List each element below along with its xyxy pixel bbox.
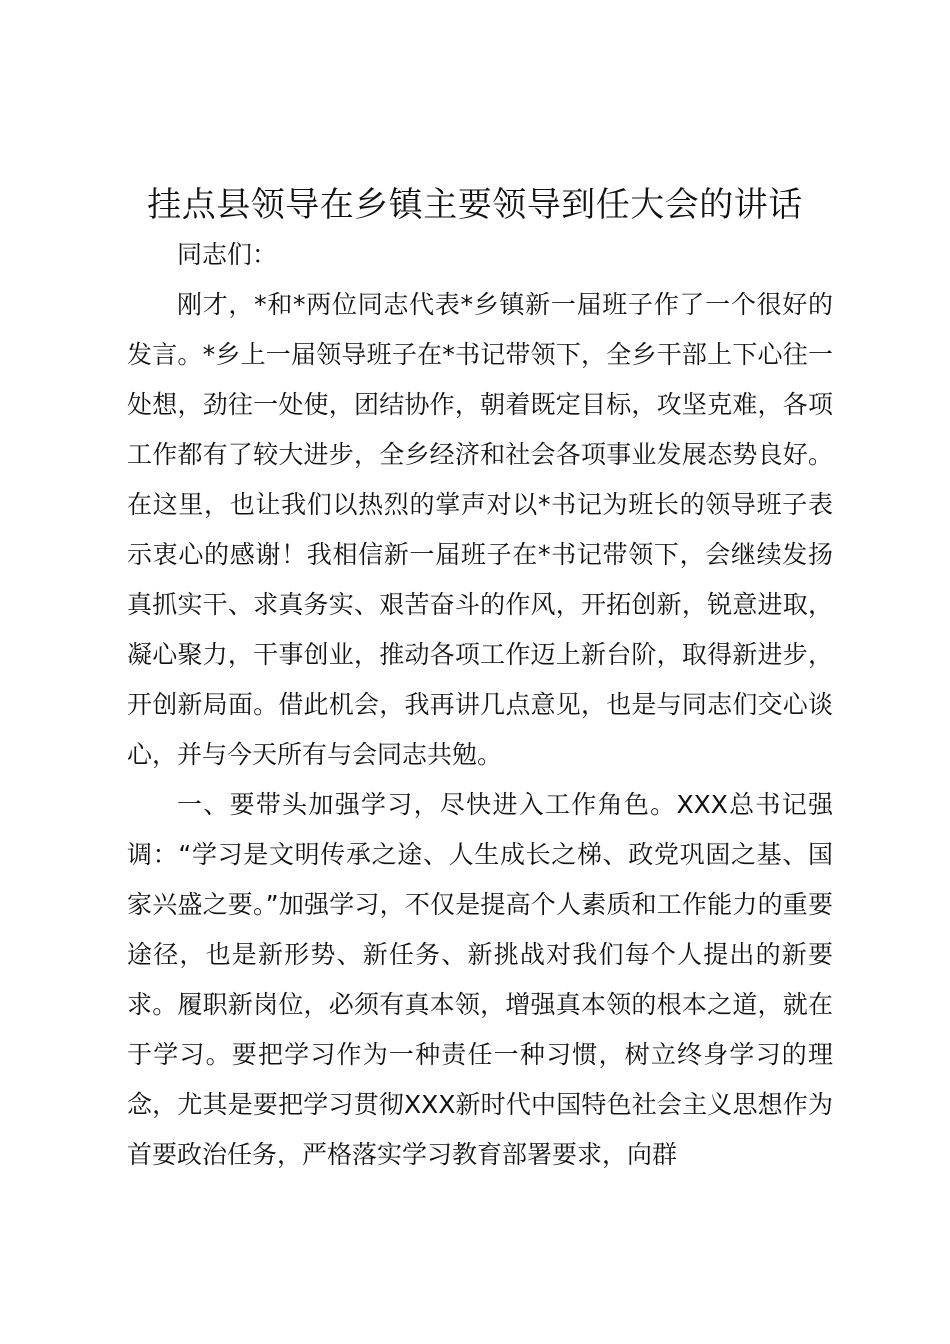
paragraph-section-one: 一、要带头加强学习，尽快进入工作角色。XXX总书记强调：“学习是文明传承之途、人生成长之梯、政党巩固之基、国家兴盛之要。”加强学习，不仅是提高个人素质和工作能力的重要途径，也是新形势、新任务、新挑战对我们每个人提出的新要求。履职新岗位，必须有真本领，增强真本领的根本之道，就在于学习。要把学习作为一种责任一种习惯，树立终身学习的理念，尤其是要把学习贯彻XXX新时代中国特色社会主义思想作为首要政治任务，严格落实学习教育部署要求，向群: [127, 790, 833, 1169]
salutation: 同志们：: [177, 240, 278, 269]
document-title: 挂点县领导在乡镇主要领导到任大会的讲话: [147, 185, 803, 225]
document-body: [127, 230, 833, 1180]
paragraph-opening: 刚才，*和*两位同志代表*乡镇新一届班子作了一个很好的发言。*乡上一届领导班子在*书记带领下，全乡干部上下心往一处想，劲往一处使，团结协作，朝着既定目标，攻坚克难，各项工作都有了较大进步，全乡经济和社会各项事业发展态势良好。在这里，也让我们以热烈的掌声对以*书记为班长的领导班子表示衷心的感谢！我相信新一届班子在*书记带领下，会继续发扬真抓实干、求真务实、艰苦奋斗的作风，开拓创新，锐意进取，凝心聚力，干事创业，推动各项工作迈上新台阶，取得新进步，开创新局面。借此机会，我再讲几点意见，也是与同志们交心谈心，并与今天所有与会同志共勉。: [127, 290, 833, 769]
